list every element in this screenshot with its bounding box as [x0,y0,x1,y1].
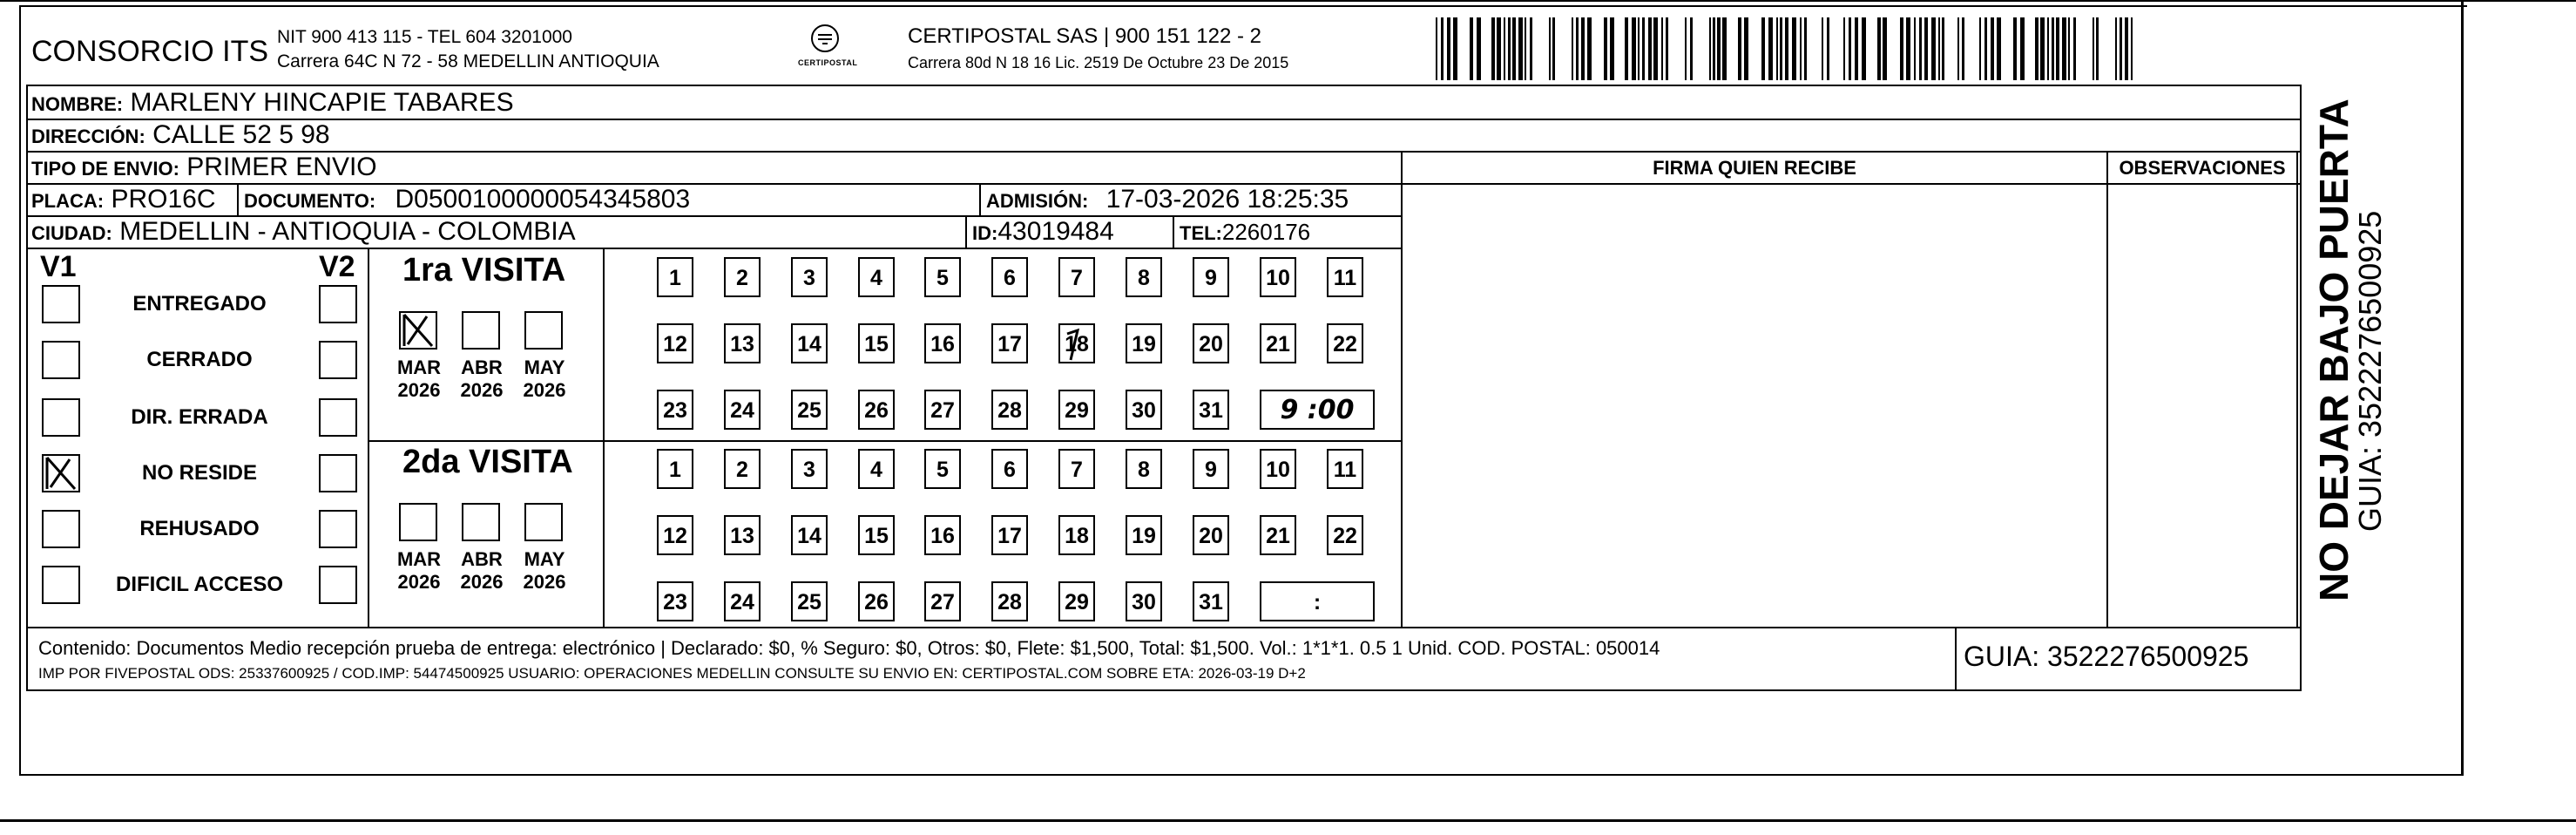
year-label: 2026 [397,379,441,401]
day-box[interactable]: 26 [858,390,895,430]
day-box[interactable]: 1 [657,449,693,489]
admision-label: ADMISIÓN: [986,190,1089,212]
day-box[interactable]: 9 [1193,449,1229,489]
month-option [390,548,448,594]
day-box[interactable]: 31 [1193,390,1229,430]
page-bottom-border [0,819,2576,822]
day-box[interactable]: 8 [1126,449,1162,489]
day-box[interactable]: 19 [1126,515,1162,555]
v2-checkbox[interactable] [319,454,357,492]
month-option [390,356,448,402]
day-box[interactable]: 6 [991,449,1028,489]
placa-row [31,184,216,215]
day-box[interactable]: 30 [1126,581,1162,621]
visit-title: 2da VISITA [402,444,573,480]
logo-text: CERTIPOSTAL [798,58,858,67]
status-option-label: REHUSADO [139,517,260,540]
month-label: MAR [396,356,442,378]
v2-checkbox[interactable] [319,285,357,323]
carrier-address: Carrera 80d N 18 16 Lic. 2519 De Octubre 23 De 2015 [908,54,1289,71]
v1-checkbox[interactable] [42,510,80,548]
month-option [453,548,510,594]
top-border [0,0,2576,2]
frame-bottom [19,774,2464,776]
admision-value: 17-03-2026 18:25:35 [1105,185,1349,214]
day-box[interactable]: 16 [924,323,961,363]
frame-right [2461,0,2464,776]
day-box[interactable]: 10 [1260,449,1296,489]
ciudad-label: CIUDAD: [31,222,112,244]
day-box[interactable]: 20 [1193,515,1229,555]
day-box[interactable]: 14 [791,515,828,555]
v2-checkbox[interactable] [319,398,357,437]
footer-print-info: IMP POR FIVEPOSTAL ODS: 25337600925 / COD.IMP: 54474500925 USUARIO: OPERACIONES MEDELLIN CONSULTE SU ENVIO EN: CERTIPOSTAL.COM SOBRE ETA: 2026-03-19 D+2 [38,665,1306,682]
day-box[interactable]: 6 [991,257,1028,297]
nombre-value: MARLENY HINCAPIE TABARES [130,88,514,117]
day-box[interactable]: 10 [1260,257,1296,297]
observaciones-label: OBSERVACIONES [2119,157,2286,179]
day-box[interactable]: 27 [924,581,961,621]
year-label: 2026 [397,571,441,593]
day-box[interactable]: 28 [991,581,1028,621]
tipo-label: TIPO DE ENVIO: [31,158,179,180]
v2-checkbox[interactable] [319,510,357,548]
day-box[interactable]: 17 [991,323,1028,363]
barcode [1436,17,2133,80]
certipostal-logo [798,23,858,78]
day-box[interactable]: 8 [1126,257,1162,297]
col-divider [368,249,369,627]
ciudad-row [31,216,576,248]
day-box[interactable]: 24 [724,390,761,430]
status-option-label: NO RESIDE [141,461,258,485]
month-option [516,548,573,594]
day-box[interactable]: 23 [657,581,693,621]
month-checkbox[interactable] [524,503,563,541]
month-option [453,356,510,402]
frame-top [19,5,2467,7]
v2-checkbox[interactable] [319,341,357,379]
company-address: Carrera 64C N 72 - 58 MEDELLIN ANTIOQUIA [277,51,659,71]
footer-contents: Contenido: Documentos Medio recepción prueba de entrega: electrónico | Declarado: $0, % Seguro: $0, Otros: $0, Flete: $1,500, Total: $1,500. Vol.: 1*1*1. 0.5 1 Unid. COD. POSTAL: 050014 [38,637,1660,659]
day-box[interactable]: 18 [1058,323,1095,363]
tel-label: TEL: [1180,222,1222,244]
v1-checkbox[interactable] [42,285,80,323]
day-box[interactable]: 25 [791,390,828,430]
v2-header: V2 [319,250,355,283]
status-option-label: ENTREGADO [132,292,267,316]
row-divider [28,248,1401,249]
col-divider [2106,153,2108,628]
visit-divider [369,440,1401,442]
day-box[interactable]: 29 [1058,581,1095,621]
day-box[interactable]: 4 [858,257,895,297]
id-value: 43019484 [997,217,1114,246]
year-label: 2026 [523,571,566,593]
documento-value: D0500100000054345803 [395,185,691,214]
v1-checkbox[interactable] [42,566,80,604]
col-divider [1173,215,1174,249]
day-box[interactable]: 31 [1193,581,1229,621]
documento-label: DOCUMENTO: [244,190,376,212]
direccion-row [31,119,330,151]
tipo-value: PRIMER ENVIO [186,153,377,181]
month-checkbox[interactable] [462,503,500,541]
placa-value: PRO16C [111,185,216,214]
day-box[interactable]: 5 [924,449,961,489]
day-box[interactable]: 13 [724,323,761,363]
day-box[interactable]: 5 [924,257,961,297]
year-label: 2026 [460,571,504,593]
day-box[interactable]: 18 [1058,515,1095,555]
tel-row [1180,216,1310,248]
month-option [516,356,573,402]
firma-label: FIRMA QUIEN RECIBE [1653,157,1856,179]
day-box[interactable]: 27 [924,390,961,430]
day-box[interactable]: 29 [1058,390,1095,430]
day-box[interactable]: 3 [791,257,828,297]
day-box[interactable]: 11 [1327,257,1363,297]
year-label: 2026 [523,379,566,401]
v1-checkbox[interactable] [42,341,80,379]
col-divider [603,249,605,627]
company-nit: NIT 900 413 115 - TEL 604 3201000 [277,27,572,47]
month-checkbox[interactable] [462,311,500,350]
day-box[interactable]: 28 [991,390,1028,430]
placa-label: PLACA: [31,190,105,212]
day-box[interactable]: 25 [791,581,828,621]
id-row [972,216,1114,248]
col-divider [965,215,967,249]
day-box[interactable]: 21 [1260,515,1296,555]
status-option-label: DIFICIL ACCESO [115,573,283,596]
day-box[interactable]: 17 [991,515,1028,555]
day-box[interactable]: 1 [657,257,693,297]
day-box[interactable]: 14 [791,323,828,363]
time-box[interactable]: : [1260,581,1375,621]
day-box[interactable]: 9 [1193,257,1229,297]
day-box[interactable]: 16 [924,515,961,555]
month-label: ABR [461,356,503,378]
tipo-row [31,152,377,183]
day-box[interactable]: 30 [1126,390,1162,430]
time-box[interactable]: 9 :00 [1260,390,1375,430]
side-warning: NO DEJAR BAJO PUERTA [2311,98,2356,601]
v2-checkbox[interactable] [319,566,357,604]
col-divider [1955,628,1957,691]
month-label: MAY [524,548,565,570]
month-checkbox[interactable] [399,503,437,541]
form-body [26,85,2302,691]
v1-checkbox[interactable] [42,398,80,437]
day-box[interactable]: 15 [858,323,895,363]
carrier-name: CERTIPOSTAL SAS | 900 151 122 - 2 [908,24,1261,48]
month-checkbox[interactable] [524,311,563,350]
nombre-row [31,87,514,119]
direccion-value: CALLE 52 5 98 [152,120,330,149]
id-label: ID: [972,222,998,244]
documento-row [244,184,690,215]
status-option-label: CERRADO [146,348,253,371]
day-box[interactable]: 7 [1058,449,1095,489]
admision-row [986,184,1349,215]
tel-value: 2260176 [1221,219,1311,245]
day-box[interactable]: 4 [858,449,895,489]
col-divider [237,183,239,217]
day-box[interactable]: 2 [724,449,761,489]
day-box[interactable]: 22 [1327,323,1363,363]
month-label: MAY [524,356,565,378]
day-box[interactable]: 20 [1193,323,1229,363]
footer-guia: GUIA: 3522276500925 [1964,641,2249,672]
day-box[interactable]: 7 [1058,257,1095,297]
ciudad-value: MEDELLIN - ANTIOQUIA - COLOMBIA [119,217,576,246]
row-divider [28,119,2300,120]
v1-header: V1 [40,250,77,283]
day-box[interactable]: 12 [657,323,693,363]
v1-checkbox[interactable] [42,454,80,492]
day-box[interactable]: 2 [724,257,761,297]
day-box[interactable]: 21 [1260,323,1296,363]
day-box[interactable]: 23 [657,390,693,430]
logo-icon [808,23,842,54]
day-box[interactable]: 24 [724,581,761,621]
month-checkbox[interactable] [399,311,437,350]
frame-left [19,5,21,776]
day-box[interactable]: 3 [791,449,828,489]
side-guia: GUIA: 3522276500925 [2352,210,2388,532]
col-divider [1401,153,1403,628]
company-name: CONSORCIO ITS [31,35,269,68]
col-divider [979,183,981,217]
day-box[interactable]: 19 [1126,323,1162,363]
row-divider [28,627,2300,628]
month-label: MAR [396,548,442,570]
visit-title: 1ra VISITA [402,252,566,289]
year-label: 2026 [460,379,504,401]
day-box[interactable]: 15 [858,515,895,555]
month-label: ABR [461,548,503,570]
nombre-label: NOMBRE: [31,93,124,115]
direccion-label: DIRECCIÓN: [31,126,145,147]
day-box[interactable]: 11 [1327,449,1363,489]
day-box[interactable]: 12 [657,515,693,555]
day-box[interactable]: 22 [1327,515,1363,555]
day-box[interactable]: 26 [858,581,895,621]
day-box[interactable]: 13 [724,515,761,555]
status-option-label: DIR. ERRADA [131,405,268,429]
col-divider [2296,153,2298,628]
